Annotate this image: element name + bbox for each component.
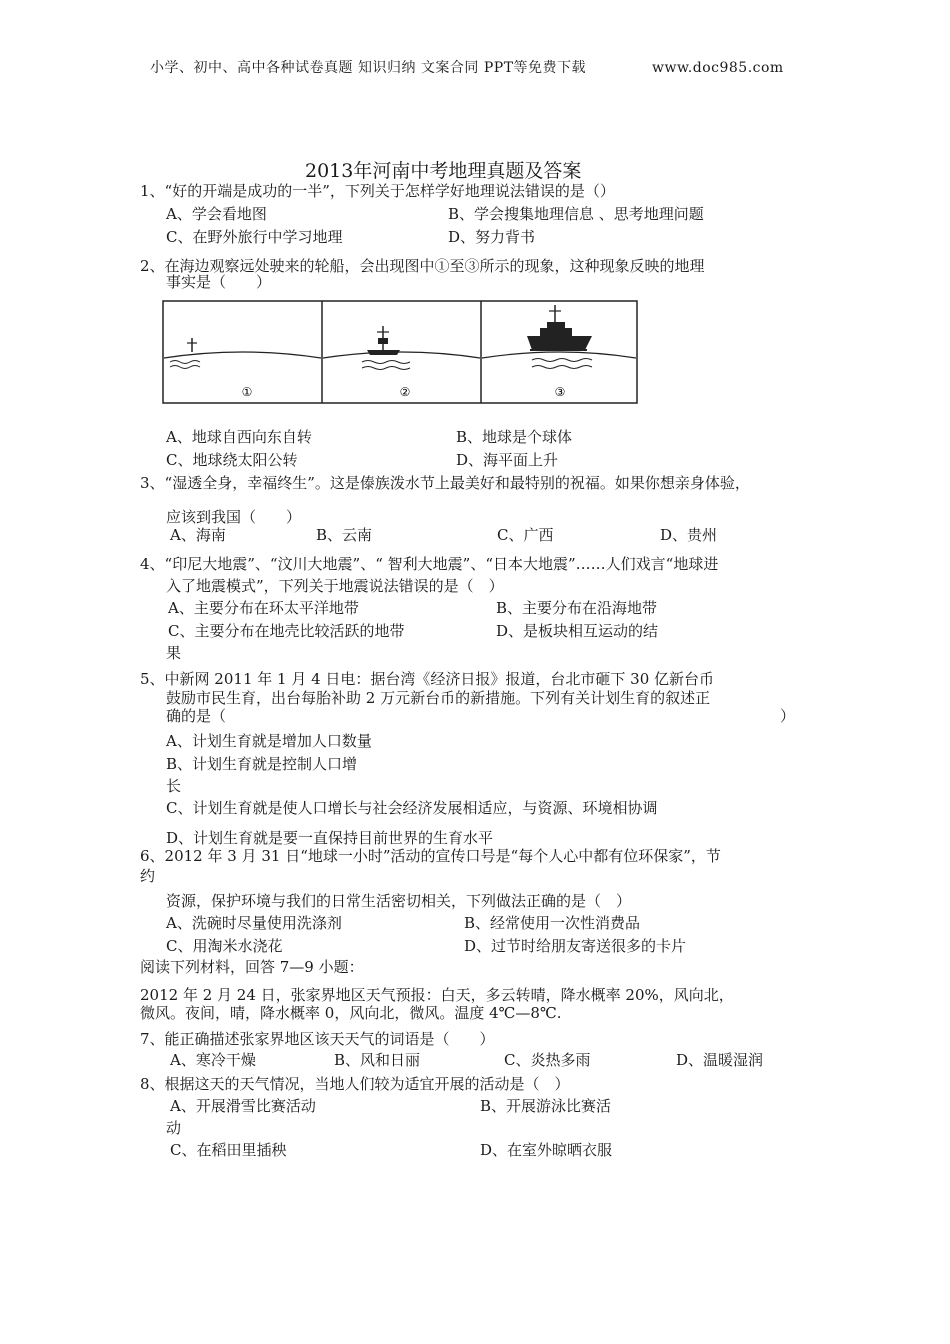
question-2-stem-line2: 事实是（ ）: [166, 273, 272, 291]
question-6-stem-line2: 约: [140, 867, 156, 885]
question-2-option-c: C、地球绕太阳公转: [166, 451, 298, 469]
question-3-stem-line2: 应该到我国（ ）: [166, 508, 302, 526]
figure-label-1: ①: [241, 385, 253, 399]
question-6-option-b: B、经常使用一次性消费品: [464, 914, 641, 932]
question-5-stem-line1: 5、中新网 2011 年 1 月 4 日电：据台湾《经济日报》报道，台北市砸下 30 亿新台币: [140, 670, 715, 688]
question-1-option-b: B、学会搜集地理信息 、思考地理问题: [448, 205, 704, 223]
question-8-option-b-line1: B、开展游泳比赛活: [480, 1097, 612, 1115]
question-2-option-b: B、地球是个球体: [456, 428, 573, 446]
question-8-option-d: D、在室外晾晒衣服: [480, 1141, 613, 1159]
question-6-option-a: A、洗碗时尽量使用洗涤剂: [166, 914, 342, 932]
figure-label-2: ②: [399, 385, 411, 399]
question-5-option-c: C、计划生育就是使人口增长与社会经济发展相适应，与资源、环境相协调: [166, 799, 658, 817]
question-5-stem-line2: 鼓励市民生育，出台每胎补助 2 万元新台币的新措施。下列有关计划生育的叙述正: [166, 689, 711, 707]
question-4-option-a: A、主要分布在环太平洋地带: [168, 599, 359, 617]
question-4-option-c: C、主要分布在地壳比较活跃的地带: [168, 622, 405, 640]
question-5-option-b-line1: B、计划生育就是控制人口增: [166, 755, 358, 773]
question-8-option-c: C、在稻田里插秧: [170, 1141, 287, 1159]
site-banner-text: 小学、初中、高中各种试卷真题 知识归纳 文案合同 PPT等免费下载: [150, 60, 587, 76]
question-5-option-a: A、计划生育就是增加人口数量: [166, 732, 372, 750]
question-8-stem: 8、根据这天的天气情况，当地人们较为适宜开展的活动是（ ）: [140, 1075, 570, 1093]
question-1-option-c: C、在野外旅行中学习地理: [166, 228, 343, 246]
question-3-option-d: D、贵州: [660, 526, 718, 544]
question-8-option-b-line2: 动: [166, 1119, 182, 1137]
reading-line1: 2012 年 2 月 24 日，张家界地区天气预报：白天，多云转晴，降水概率 20%，风向北，: [140, 986, 734, 1004]
question-2-stem-line1: 2、在海边观察远处驶来的轮船，会出现图中①至③所示的现象，这种现象反映的地理: [140, 257, 705, 275]
question-4-option-d-line1: D、是板块相互运动的结: [496, 622, 659, 640]
question-6-option-d: D、过节时给朋友寄送很多的卡片: [464, 937, 687, 955]
question-3-option-b: B、云南: [316, 526, 373, 544]
site-url[interactable]: www.doc985.com: [652, 60, 784, 76]
reading-line2: 微风。夜间，晴，降水概率 0，风向北，微风。温度 4℃—8℃.: [140, 1004, 562, 1022]
question-5-option-d: D、计划生育就是要一直保持目前世界的生育水平: [166, 829, 494, 847]
question-6-stem-line1: 6、2012 年 3 月 31 日“地球一小时”活动的宣传口号是“每个人心中都有位环保家”，节: [140, 847, 721, 865]
question-2-option-a: A、地球自西向东自转: [166, 428, 312, 446]
question-4-option-b: B、主要分布在沿海地带: [496, 599, 658, 617]
question-1-option-a: A、学会看地图: [166, 205, 267, 223]
question-3-stem-line1: 3、“湿透全身，幸福终生”。这是傣族泼水节上最美好和最特别的祝福。如果你想亲身体验，: [140, 474, 750, 492]
question-3-option-c: C、广西: [497, 526, 554, 544]
question-1-stem: 1、“好的开端是成功的一半”，下列关于怎样学好地理说法错误的是（）: [140, 182, 615, 200]
question-7-stem: 7、能正确描述张家界地区该天天气的词语是（ ）: [140, 1030, 495, 1048]
question-7-option-c: C、炎热多雨: [504, 1051, 591, 1069]
question-4-stem-line2: 入了地震模式”，下列关于地震说法错误的是（ ）: [166, 577, 504, 595]
question-5-option-b-line2: 长: [166, 777, 182, 795]
question-1-option-d: D、努力背书: [448, 228, 536, 246]
question-6-option-c: C、用淘米水浇花: [166, 937, 283, 955]
question-2-option-d: D、海平面上升: [456, 451, 559, 469]
figure-label-3: ③: [554, 385, 566, 399]
ship-horizon-figure: [162, 300, 638, 404]
reading-intro: 阅读下列材料，回答 7—9 小题：: [140, 958, 364, 976]
question-7-option-a: A、寒冷干燥: [170, 1051, 256, 1069]
page-title: 2013年河南中考地理真题及答案: [305, 160, 582, 182]
question-8-option-a: A、开展滑雪比赛活动: [170, 1097, 316, 1115]
question-5-stem-close-paren: ）: [780, 707, 796, 725]
question-4-stem-line1: 4、“印尼大地震”、“汶川大地震”、“ 智利大地震”、“日本大地震”……人们戏言“地球进: [140, 555, 719, 573]
question-7-option-b: B、风和日丽: [334, 1051, 421, 1069]
question-3-option-a: A、海南: [170, 526, 226, 544]
question-6-stem-line3: 资源，保护环境与我们的日常生活密切相关，下列做法正确的是（ ）: [166, 892, 632, 910]
question-7-option-d: D、温暖湿润: [676, 1051, 764, 1069]
question-4-option-d-line2: 果: [166, 644, 182, 662]
question-5-stem-line3: 确的是（: [166, 707, 227, 725]
